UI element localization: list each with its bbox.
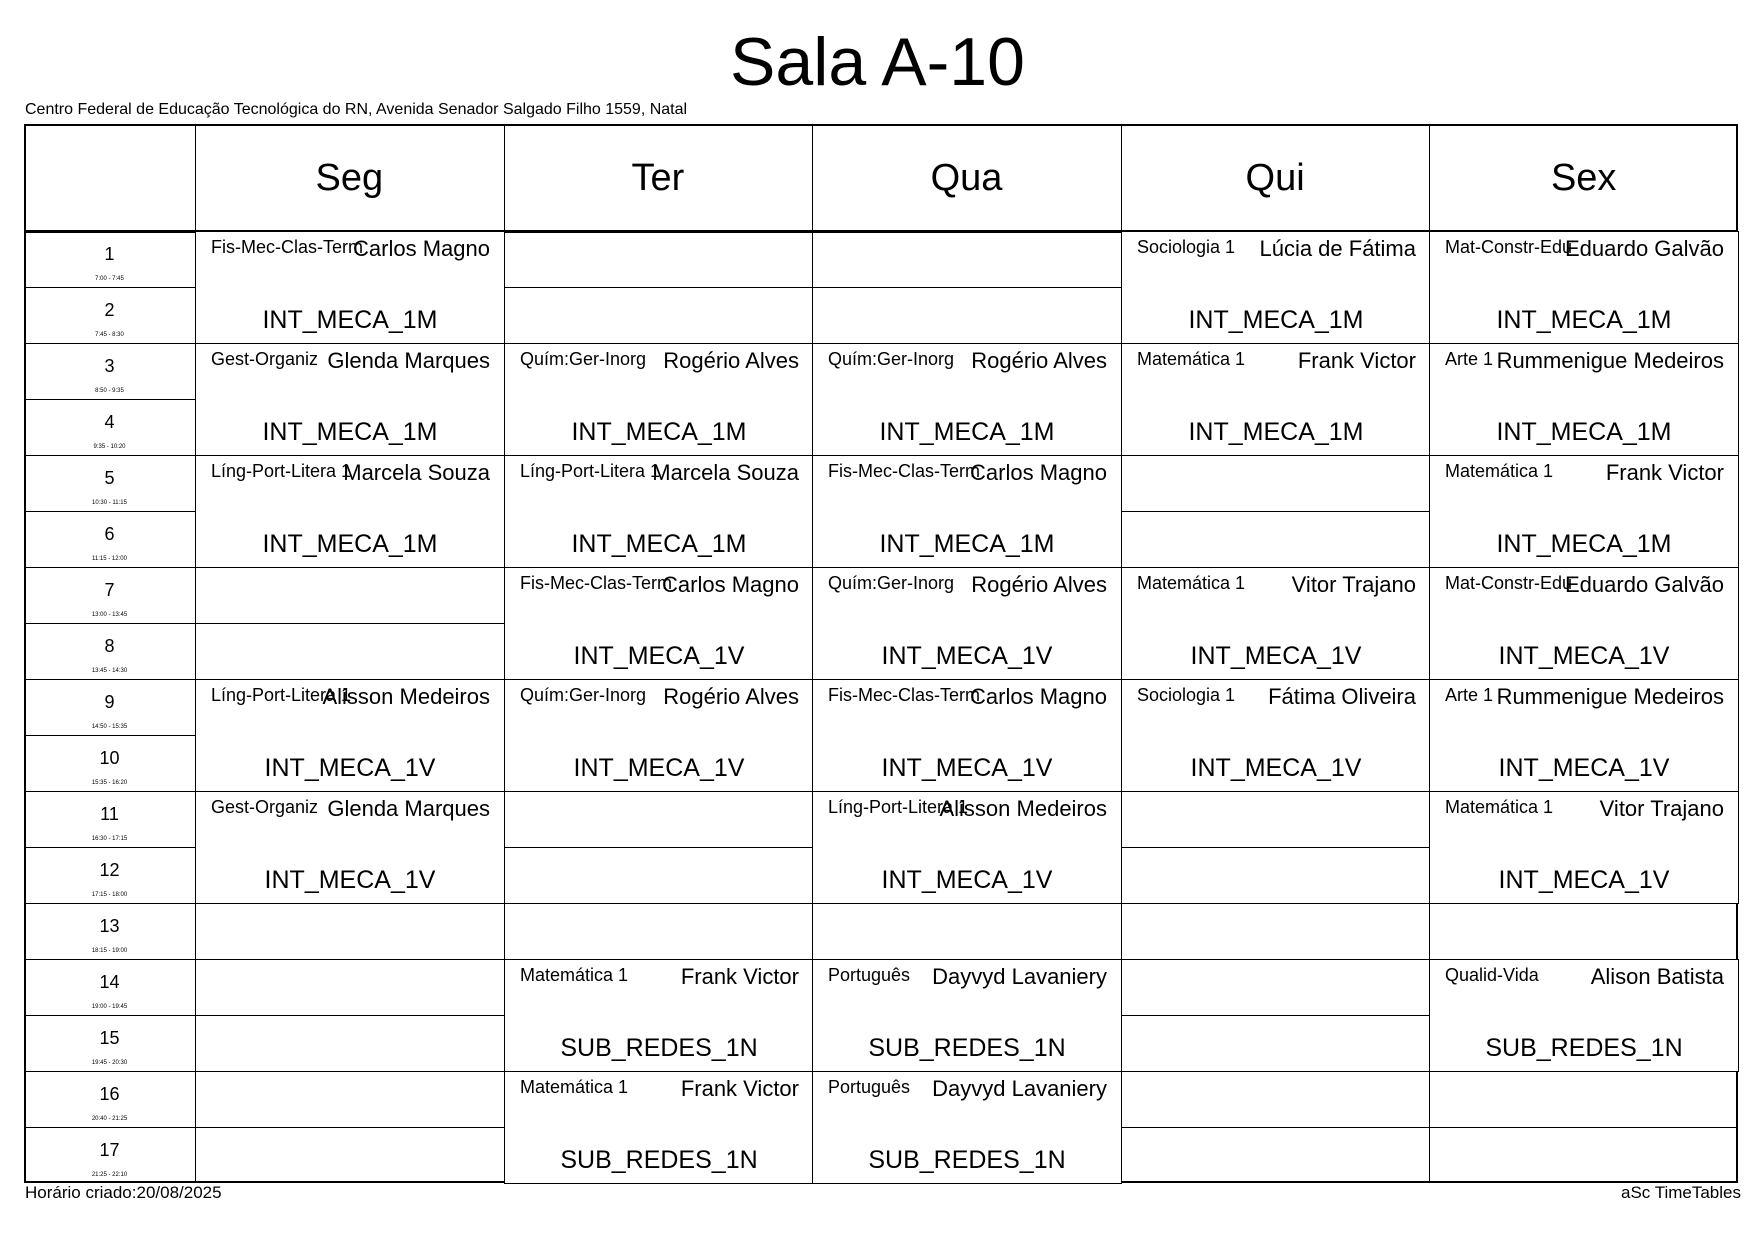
lesson-subject: Fis-Mec-Clas-Term (520, 573, 672, 593)
lesson-class: SUB_REDES_1N (560, 1034, 758, 1062)
lesson-teacher: Eduardo Galvão (1565, 572, 1724, 597)
lesson-class: INT_MECA_1M (262, 530, 438, 558)
lesson-teacher: Frank Victor (680, 1076, 799, 1101)
period-number: 15 (99, 1028, 120, 1048)
lesson-teacher: Rogério Alves (663, 348, 799, 373)
lesson-card[interactable] (812, 679, 1122, 792)
lesson-teacher: Lúcia de Fátima (1259, 236, 1416, 261)
page-title: Sala A-10 (730, 24, 1025, 100)
lesson-teacher: Dayvyd Lavaniery (932, 1076, 1107, 1101)
lesson-card[interactable] (195, 343, 505, 456)
period-number: 16 (99, 1084, 120, 1104)
lesson-card[interactable] (1429, 679, 1739, 792)
lesson-subject: Sociologia 1 (1137, 685, 1236, 705)
lesson-card[interactable] (504, 959, 814, 1072)
school-address: Centro Federal de Educação Tecnológica do RN, Avenida Senador Salgado Filho 1559, Natal (25, 101, 688, 118)
lesson-class: INT_MECA_1V (1190, 642, 1362, 670)
lesson-subject: Quím:Ger-Inorg (520, 349, 647, 369)
lesson-subject: Líng-Port-Litera 1 (828, 797, 969, 817)
lesson-card[interactable] (812, 567, 1122, 680)
lesson-teacher: Marcela Souza (343, 460, 490, 485)
lesson-class: INT_MECA_1V (264, 754, 436, 782)
lesson-teacher: Frank Victor (1297, 348, 1416, 373)
lesson-teacher: Vitor Trajano (1599, 796, 1724, 821)
lesson-card[interactable] (812, 791, 1122, 904)
period-number: 10 (99, 748, 120, 768)
lesson-subject: Fis-Mec-Clas-Term (828, 461, 980, 481)
lesson-subject: Matemática 1 (1445, 797, 1554, 817)
lesson-subject: Matemática 1 (520, 1077, 629, 1097)
lesson-class: SUB_REDES_1N (868, 1146, 1066, 1174)
period-time: 9:35 - 10:20 (93, 444, 126, 450)
lesson-teacher: Vitor Trajano (1291, 572, 1416, 597)
period-time: 20:40 - 21:25 (91, 1116, 128, 1122)
created-date: Horário criado:20/08/2025 (25, 1183, 222, 1202)
lesson-teacher: Rogério Alves (971, 572, 1107, 597)
lesson-teacher: Carlos Magno (662, 572, 799, 597)
lesson-class: INT_MECA_1M (262, 418, 438, 446)
lesson-subject: Mat-Constr-Edu (1445, 573, 1573, 593)
lesson-card[interactable] (504, 567, 814, 680)
period-number: 4 (104, 412, 115, 432)
lesson-class: INT_MECA_1V (1190, 754, 1362, 782)
lesson-teacher: Rummenigue Medeiros (1496, 348, 1724, 373)
period-number: 2 (104, 300, 115, 320)
lesson-class: INT_MECA_1M (1496, 530, 1672, 558)
lesson-card[interactable] (195, 455, 505, 568)
lesson-class: INT_MECA_1V (1498, 866, 1670, 894)
lesson-teacher: Rummenigue Medeiros (1496, 684, 1724, 709)
lesson-card[interactable] (812, 1071, 1122, 1184)
lesson-card[interactable] (504, 343, 814, 456)
lesson-teacher: Alisson Medeiros (322, 684, 490, 709)
period-time: 17:15 - 18:00 (91, 892, 128, 898)
day-header: Seg (315, 156, 384, 199)
period-time: 13:45 - 14:30 (91, 668, 128, 674)
lesson-card[interactable] (1429, 791, 1739, 904)
lesson-class: INT_MECA_1M (571, 530, 747, 558)
lesson-subject: Qualid-Vida (1445, 965, 1539, 985)
lesson-subject: Arte 1 (1445, 349, 1494, 369)
lesson-subject: Sociologia 1 (1137, 237, 1236, 257)
day-header: Ter (631, 156, 685, 199)
lesson-class: INT_MECA_1M (1496, 306, 1672, 334)
lesson-card[interactable] (1121, 231, 1431, 344)
lesson-class: INT_MECA_1M (1188, 306, 1364, 334)
lesson-class: INT_MECA_1M (262, 306, 438, 334)
lesson-teacher: Rogério Alves (971, 348, 1107, 373)
lesson-subject: Português (828, 965, 911, 985)
lesson-subject: Quím:Ger-Inorg (828, 349, 955, 369)
lesson-teacher: Alisson Medeiros (939, 796, 1107, 821)
period-time: 21:25 - 22:10 (91, 1172, 128, 1178)
lesson-class: INT_MECA_1M (571, 418, 747, 446)
lesson-card[interactable] (195, 791, 505, 904)
day-header: Qua (930, 156, 1003, 199)
lesson-card[interactable] (1121, 343, 1431, 456)
lesson-card[interactable] (1429, 567, 1739, 680)
lesson-class: INT_MECA_1V (881, 642, 1053, 670)
lesson-class: INT_MECA_1M (879, 418, 1055, 446)
lesson-card[interactable] (195, 231, 505, 344)
period-time: 13:00 - 13:45 (91, 612, 128, 618)
lesson-subject: Gest-Organiz (211, 797, 319, 817)
day-header: Qui (1245, 156, 1305, 199)
lesson-class: INT_MECA_1V (573, 642, 745, 670)
lesson-subject: Quím:Ger-Inorg (520, 685, 647, 705)
lesson-class: INT_MECA_1M (1496, 418, 1672, 446)
lesson-subject: Líng-Port-Litera 1 (211, 461, 352, 481)
lesson-class: INT_MECA_1V (573, 754, 745, 782)
lesson-card[interactable] (1429, 343, 1739, 456)
period-number: 8 (104, 636, 115, 656)
period-number: 9 (104, 692, 115, 712)
lesson-card[interactable] (504, 455, 814, 568)
period-time: 18:15 - 19:00 (91, 948, 128, 954)
period-time: 15:35 - 16:20 (91, 780, 128, 786)
lesson-card[interactable] (812, 343, 1122, 456)
lesson-teacher: Marcela Souza (652, 460, 799, 485)
lesson-card[interactable] (1429, 231, 1739, 344)
period-time: 10:30 - 11:15 (92, 500, 127, 506)
period-number: 11 (100, 804, 119, 824)
lesson-teacher: Carlos Magno (970, 684, 1107, 709)
lesson-subject: Fis-Mec-Clas-Term (828, 685, 980, 705)
lesson-card[interactable] (1429, 959, 1739, 1072)
lesson-teacher: Fátima Oliveira (1268, 684, 1416, 709)
lesson-subject: Matemática 1 (1137, 349, 1246, 369)
lesson-teacher: Frank Victor (1605, 460, 1724, 485)
period-time: 7:45 - 8:30 (95, 332, 124, 338)
lesson-teacher: Carlos Magno (353, 236, 490, 261)
lesson-teacher: Glenda Marques (327, 796, 490, 821)
lesson-subject: Arte 1 (1445, 685, 1494, 705)
lesson-card[interactable] (1429, 455, 1739, 568)
period-number: 13 (99, 916, 120, 936)
period-number: 12 (99, 860, 120, 880)
lesson-teacher: Carlos Magno (970, 460, 1107, 485)
lesson-class: SUB_REDES_1N (868, 1034, 1066, 1062)
lesson-card[interactable] (195, 679, 505, 792)
lesson-teacher: Alison Batista (1590, 964, 1724, 989)
lesson-subject: Gest-Organiz (211, 349, 319, 369)
period-number: 6 (104, 524, 115, 544)
lesson-teacher: Rogério Alves (663, 684, 799, 709)
period-number: 17 (99, 1140, 120, 1160)
lesson-subject: Matemática 1 (1137, 573, 1246, 593)
lesson-subject: Português (828, 1077, 911, 1097)
lesson-subject: Líng-Port-Litera 1 (211, 685, 352, 705)
period-time: 7:00 - 7:45 (95, 276, 124, 282)
lesson-subject: Líng-Port-Litera 1 (520, 461, 661, 481)
lesson-subject: Quím:Ger-Inorg (828, 573, 955, 593)
lesson-subject: Matemática 1 (1445, 461, 1554, 481)
lesson-class: SUB_REDES_1N (560, 1146, 758, 1174)
period-number: 5 (104, 468, 115, 488)
lesson-class: INT_MECA_1V (881, 866, 1053, 894)
period-time: 16:30 - 17:15 (91, 836, 128, 842)
lesson-class: SUB_REDES_1N (1485, 1034, 1683, 1062)
lesson-teacher: Eduardo Galvão (1565, 236, 1724, 261)
lesson-teacher: Glenda Marques (327, 348, 490, 373)
period-time: 19:45 - 20:30 (91, 1060, 128, 1066)
lesson-class: INT_MECA_1M (1188, 418, 1364, 446)
period-time: 8:50 - 9:35 (95, 388, 124, 394)
period-number: 3 (104, 356, 115, 376)
lesson-card[interactable] (1121, 567, 1431, 680)
lesson-card[interactable] (504, 1071, 814, 1184)
lesson-class: INT_MECA_1V (1498, 642, 1670, 670)
lesson-class: INT_MECA_1V (1498, 754, 1670, 782)
lesson-subject: Mat-Constr-Edu (1445, 237, 1573, 257)
lesson-class: INT_MECA_1V (881, 754, 1053, 782)
lesson-card[interactable] (1121, 679, 1431, 792)
lesson-class: INT_MECA_1V (264, 866, 436, 894)
lesson-teacher: Frank Victor (680, 964, 799, 989)
period-time: 11:15 - 12:00 (92, 556, 127, 562)
lesson-card[interactable] (504, 679, 814, 792)
lesson-card[interactable] (812, 455, 1122, 568)
lesson-card[interactable] (812, 959, 1122, 1072)
lesson-subject: Fis-Mec-Clas-Term (211, 237, 363, 257)
period-number: 7 (104, 580, 115, 600)
lesson-class: INT_MECA_1M (879, 530, 1055, 558)
day-header: Sex (1550, 156, 1617, 199)
period-number: 1 (104, 244, 115, 264)
lesson-teacher: Dayvyd Lavaniery (932, 964, 1107, 989)
software-credit: aSc TimeTables (1621, 1183, 1741, 1202)
period-time: 19:00 - 19:45 (91, 1004, 128, 1010)
period-number: 14 (99, 972, 120, 992)
lesson-subject: Matemática 1 (520, 965, 629, 985)
period-time: 14:50 - 15:35 (91, 724, 128, 730)
